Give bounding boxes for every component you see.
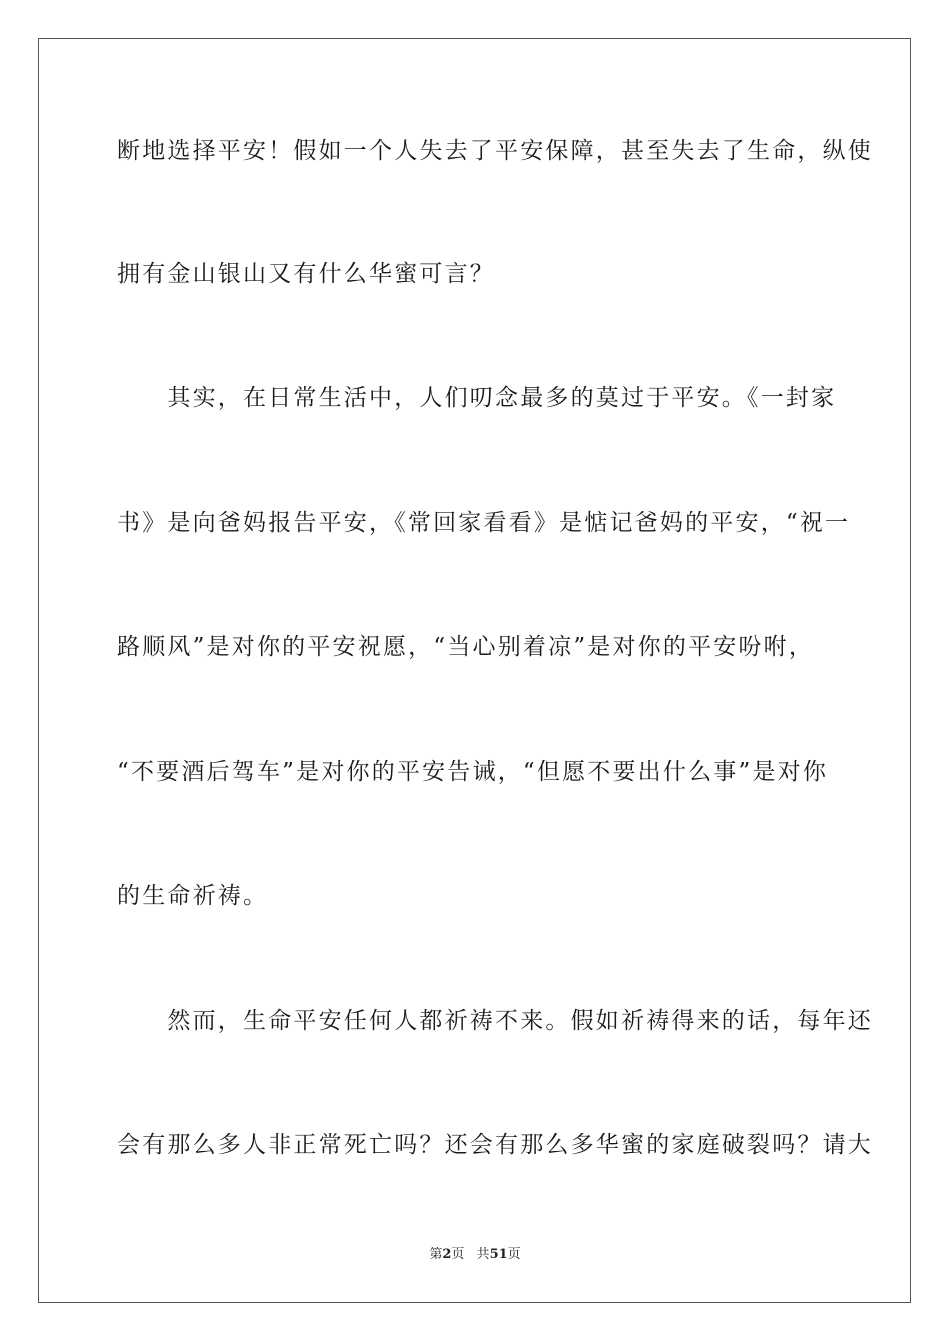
total-suffix: 页	[507, 1247, 521, 1262]
text-line: 拥有金山银山又有什么华蜜可言？	[117, 261, 495, 287]
text-line: 然而，生命平安任何人都祈祷不来。假如祈祷得来的话，每年还	[117, 1008, 873, 1034]
current-page-indicator	[429, 1247, 464, 1262]
text-line: 路顺风”是对你的平安祝愿，“当心别着凉”是对你的平安吩咐，	[117, 634, 815, 660]
text-line: 的生命祈祷。	[117, 883, 269, 909]
text-line: “不要酒后驾车”是对你的平安告诫，“但愿不要出什么事”是对你	[117, 759, 829, 785]
page-suffix: 页	[451, 1247, 465, 1262]
text-line: 断地选择平安！假如一个人失去了平安保障，甚至失去了生命，纵使	[117, 138, 873, 164]
total-pages: 51	[489, 1247, 508, 1262]
page-number: 2	[442, 1247, 452, 1262]
page-prefix: 第	[429, 1247, 443, 1262]
text-line: 会有那么多人非正常死亡吗？还会有那么多华蜜的家庭破裂吗？请大	[117, 1132, 873, 1158]
text-line: 其实，在日常生活中，人们叨念最多的莫过于平安。《一封家	[117, 385, 837, 411]
page-footer	[0, 1246, 950, 1264]
total-prefix: 共	[476, 1247, 490, 1262]
total-pages-indicator	[477, 1247, 521, 1262]
text-line: 书》是向爸妈报告平安，《常回家看看》是惦记爸妈的平安，“祝一	[117, 510, 851, 536]
page-border	[38, 38, 911, 1303]
